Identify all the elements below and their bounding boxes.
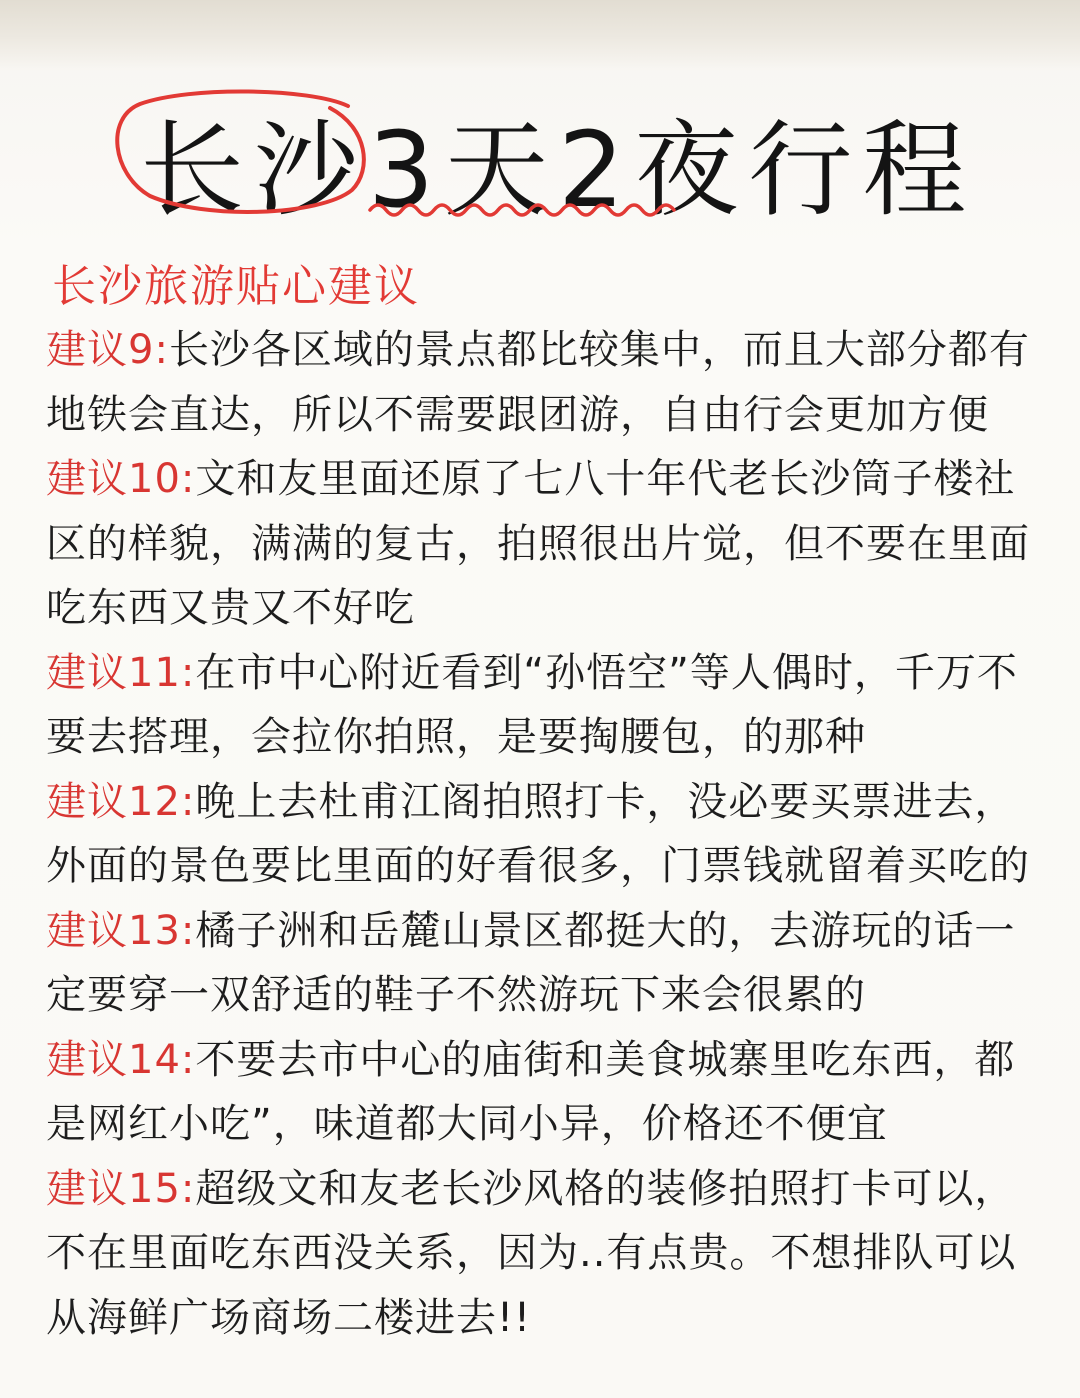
tip-label: 建议15: xyxy=(46,1165,196,1212)
red-wavy-underline xyxy=(370,205,674,215)
tip-text: 晚上去杜甫江阁拍照打卡，没必要买票进去，外面的景色要比里面的好看很多，门票钱就留着买吃的 xyxy=(46,778,1030,889)
tip-item xyxy=(46,1028,1056,1157)
tip-text: 超级文和友老长沙风格的装修拍照打卡可以，不在里面吃东西没关系，因为..有点贵。不想排队可以从海鲜广场商场二楼进去!! xyxy=(46,1165,1017,1341)
paper-top-edge xyxy=(0,0,1080,70)
tip-item xyxy=(46,318,1056,447)
page-title: 长沙3天2夜行程 xyxy=(140,109,977,231)
tip-label: 建议10: xyxy=(46,456,196,502)
tip-item xyxy=(46,770,1056,899)
tip-item xyxy=(46,899,1056,1028)
tip-text: 文和友里面还原了七八十年代老长沙筒子楼社区的样貌，满满的复古，拍照很出片觉，但不要在里面吃东西又贵又不好吃 xyxy=(46,456,1030,631)
tip-label: 建议11: xyxy=(46,649,196,696)
tip-text: 橘子洲和岳麓山景区都挺大的，去游玩的话一定要穿一双舒适的鞋子不然游玩下来会很累的 xyxy=(46,907,1016,1018)
tip-item xyxy=(46,447,1056,641)
tip-text: 长沙各区域的景点都比较集中，而且大部分都有地铁会直达，所以不需要跟团游，自由行会更加方便 xyxy=(46,327,1030,438)
tip-label: 建议13: xyxy=(46,907,196,954)
tip-text: 在市中心附近看到“孙悟空”等人偶时，千万不要去搭理，会拉你拍照，是要掏腰包，的那种 xyxy=(46,649,1018,760)
tip-text: 不要去市中心的庙街和美食城寨里吃东西，都是网红小吃”，味道都大同小异，价格还不便宜 xyxy=(46,1036,1016,1147)
tips-list xyxy=(46,318,1056,1350)
tip-label: 建议9: xyxy=(46,327,169,373)
title-area xyxy=(0,78,1080,231)
tip-label: 建议12: xyxy=(46,778,196,825)
section-heading: 长沙旅游贴心建议 xyxy=(52,261,420,312)
tip-item xyxy=(46,641,1056,770)
red-circle-mark xyxy=(117,91,364,211)
tip-item xyxy=(46,1157,1056,1351)
tip-label: 建议14: xyxy=(46,1036,196,1083)
title-annotations xyxy=(0,78,1080,228)
